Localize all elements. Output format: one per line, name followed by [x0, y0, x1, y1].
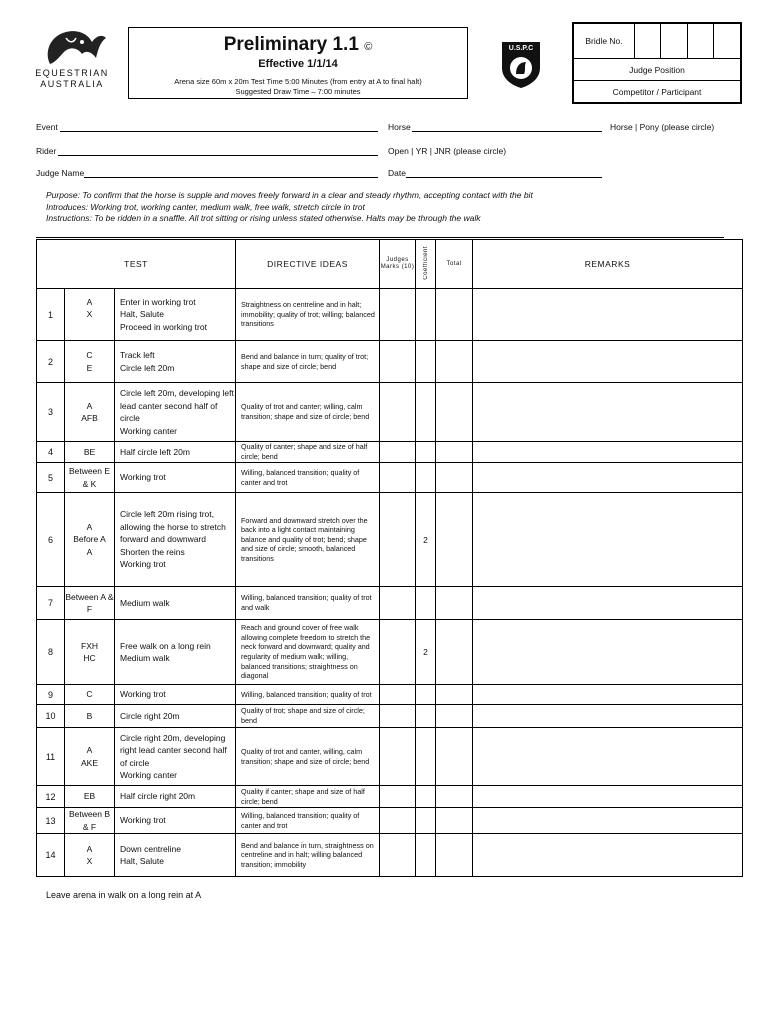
movement-row: [37, 728, 743, 786]
coefficient-cell: 2: [416, 620, 436, 685]
remarks-cell[interactable]: [473, 442, 743, 463]
marker-text: FXH: [81, 640, 98, 651]
arena-markers: [65, 685, 115, 705]
marker-text: A: [86, 296, 93, 307]
coefficient-cell: [416, 587, 436, 620]
directive-ideas: Quality of trot; shape and size of circle; bend: [236, 705, 380, 728]
movement-number: 3: [37, 383, 65, 442]
movement-description: [115, 808, 236, 834]
judge-position-label: Judge Position: [574, 59, 741, 81]
marker-text: C: [86, 689, 93, 700]
remarks-cell[interactable]: [473, 786, 743, 808]
marker-text: HC: [83, 653, 96, 663]
movement-text: Proceed in working trot: [120, 321, 207, 332]
movement-number: 8: [37, 620, 65, 685]
marker-text: BE: [83, 446, 96, 457]
movement-text: Working trot: [120, 472, 166, 483]
remarks-cell[interactable]: [473, 728, 743, 786]
movement-row: [37, 289, 743, 341]
remarks-cell[interactable]: [473, 463, 743, 493]
judges-marks-cell[interactable]: [380, 587, 416, 620]
movement-number: 5: [37, 463, 65, 493]
movement-description: [115, 493, 236, 587]
directive-ideas: Willing, balanced transition; quality of trot and walk: [236, 587, 380, 620]
movement-row: [37, 442, 743, 463]
movement-row: [37, 587, 743, 620]
movement-description: [115, 705, 236, 728]
movement-text: Enter in working trot: [120, 296, 196, 307]
judges-marks-cell[interactable]: [380, 383, 416, 442]
bridle-digit-box[interactable]: [687, 24, 713, 59]
movement-text: Free walk on a long rein: [120, 640, 211, 651]
marker-text: A: [86, 400, 93, 411]
movement-row: [37, 463, 743, 493]
directive-ideas: Bend and balance in turn; quality of trot; shape and size of circle; bend: [236, 341, 380, 383]
footer-instruction: Leave arena in walk on a long rein at A: [46, 890, 202, 900]
movement-text: Circle left 20m, developing left lead canter second half of circle: [120, 388, 234, 423]
marker-text: Between A & F: [65, 591, 114, 614]
marker-text: X: [86, 309, 93, 320]
title-box: [128, 27, 468, 99]
movement-row: [37, 493, 743, 587]
arena-markers: [65, 728, 115, 786]
coefficient-cell: [416, 341, 436, 383]
movement-text: Working trot: [120, 815, 166, 826]
movement-description: [115, 587, 236, 620]
movement-description: [115, 728, 236, 786]
bridle-digit-box[interactable]: [714, 24, 741, 59]
test-title: Preliminary 1.1 ©: [223, 34, 373, 55]
logo-text: EQUESTRIAN AUSTRALIA: [35, 68, 109, 89]
movement-text: Medium walk: [120, 653, 170, 663]
judges-marks-cell[interactable]: [380, 620, 416, 685]
arena-info: Arena size 60m x 20m Test Time 5:00 Minutes (from entry at A to final halt) Suggested Draw Time – 7:00 minutes: [174, 77, 422, 96]
movement-text: Medium walk: [120, 597, 170, 608]
directive-ideas: Willing, balanced transition; quality of canter and trot: [236, 463, 380, 493]
movement-description: [115, 685, 236, 705]
judges-marks-cell[interactable]: [380, 442, 416, 463]
table-header: [37, 240, 743, 289]
competitor-label: Competitor / Participant: [574, 81, 741, 103]
movement-description: [115, 463, 236, 493]
marker-text: C: [86, 350, 93, 360]
movement-text: Circle right 20m, developing right lead canter second half of circle: [120, 732, 227, 768]
total-cell[interactable]: [436, 289, 473, 341]
judges-marks-cell[interactable]: [380, 463, 416, 493]
marker-text: Between B & F: [68, 809, 111, 832]
marker-text: Between E & K: [68, 466, 111, 489]
marker-text: [65, 321, 114, 334]
badge-text: U.S.P.C: [508, 45, 534, 52]
marker-text: A: [86, 546, 93, 557]
marker-text: AFB: [81, 413, 98, 423]
bridle-label: Bridle No.: [574, 24, 635, 59]
category-label: Open | YR | JNR (please circle): [388, 146, 507, 156]
movement-description: [115, 341, 236, 383]
arena-markers: [65, 289, 115, 341]
effective-date: Effective 1/1/14: [258, 58, 338, 70]
remarks-cell[interactable]: [473, 493, 743, 587]
horse-label: Horse: [388, 122, 411, 132]
coefficient-cell: [416, 442, 436, 463]
total-cell[interactable]: [436, 493, 473, 587]
marker-text: A: [86, 521, 93, 532]
arena-markers: [65, 383, 115, 442]
movement-description: [115, 383, 236, 442]
judges-marks-cell[interactable]: [380, 728, 416, 786]
movement-description: [115, 289, 236, 341]
coefficient-cell: [416, 685, 436, 705]
arena-markers: [65, 341, 115, 383]
arena-markers: [65, 493, 115, 587]
directive-ideas: Willing, balanced transition; quality of trot: [236, 685, 380, 705]
movement-description: [115, 786, 236, 808]
movement-row: [37, 786, 743, 808]
horse-pony-label: Horse | Pony (please circle): [610, 122, 715, 132]
score-sheet-table: [36, 239, 743, 877]
total-cell[interactable]: [436, 834, 473, 877]
total-cell[interactable]: [436, 383, 473, 442]
movement-text: Track left: [120, 350, 155, 360]
movement-text: Down centreline: [120, 843, 181, 854]
arena-markers: [65, 808, 115, 834]
divider: [36, 237, 724, 238]
marker-text: E: [86, 362, 93, 373]
directive-ideas: Bend and balance in turn, straightness on centreline and in halt; willing balanced transition; immobility: [236, 834, 380, 877]
bridle-number-box: [572, 22, 742, 104]
remarks-cell[interactable]: [473, 587, 743, 620]
directive-ideas: Quality if canter; shape and size of half circle; bend: [236, 786, 380, 808]
arena-markers: [65, 442, 115, 463]
remarks-cell[interactable]: [473, 289, 743, 341]
movement-row: [37, 808, 743, 834]
coefficient-cell: [416, 728, 436, 786]
event-label: Event: [36, 122, 58, 132]
directive-ideas: Quality of trot and canter, willing, calm transition; shape and size of circle; bend: [236, 728, 380, 786]
arena-markers: [65, 620, 115, 685]
judges-marks-cell[interactable]: [380, 341, 416, 383]
movement-number: 12: [37, 786, 65, 808]
movement-description: [115, 620, 236, 685]
total-cell[interactable]: [436, 786, 473, 808]
arena-markers: [65, 587, 115, 620]
movement-row: [37, 620, 743, 685]
marker-text: A: [86, 745, 93, 755]
marker-text: X: [86, 856, 93, 866]
movement-description: [115, 442, 236, 463]
marker-text: EB: [83, 791, 96, 802]
horse-line[interactable]: [412, 131, 602, 132]
judges-marks-cell[interactable]: [380, 808, 416, 834]
marker-text: Before A: [73, 534, 106, 545]
movement-text: Circle left 20m rising trot, allowing the horse to stretch forward and downward: [120, 509, 226, 545]
judges-marks-header: Judges Marks (10): [380, 240, 416, 289]
movement-text: Shorten the reins: [120, 546, 185, 557]
rider-label: Rider: [36, 146, 57, 156]
judges-marks-cell[interactable]: [380, 289, 416, 341]
movement-number: 10: [37, 705, 65, 728]
directive-header: DIRECTIVE IDEAS: [236, 240, 380, 289]
bridle-digit-box[interactable]: [661, 24, 687, 59]
directive-ideas: Forward and downward stretch over the back into a light contact maintaining balance and quality of trot; bend; shape and size of circle; smooth, balanced transitions: [236, 493, 380, 587]
remarks-cell[interactable]: [473, 705, 743, 728]
directive-ideas: Quality of canter; shape and size of half circle; bend: [236, 442, 380, 463]
judges-marks-cell[interactable]: [380, 705, 416, 728]
movement-row: [37, 383, 743, 442]
coefficient-cell: 2: [416, 493, 436, 587]
movement-text: Working canter: [120, 425, 178, 436]
arena-markers: [65, 463, 115, 493]
remarks-cell[interactable]: [473, 341, 743, 383]
movement-text: Circle left 20m: [120, 362, 175, 373]
movement-row: [37, 685, 743, 705]
total-cell[interactable]: [436, 442, 473, 463]
rider-line[interactable]: [58, 155, 378, 156]
marker-text: AKE: [80, 757, 98, 768]
total-header: Total: [436, 240, 473, 289]
total-cell[interactable]: [436, 587, 473, 620]
movement-number: 11: [37, 728, 65, 786]
movement-number: 4: [37, 442, 65, 463]
coefficient-header: Coefficient: [416, 240, 436, 289]
movement-text: Half circle right 20m: [120, 791, 196, 802]
movement-text: Working canter: [120, 770, 178, 780]
coefficient-cell: [416, 463, 436, 493]
coefficient-cell: [416, 834, 436, 877]
movement-number: 2: [37, 341, 65, 383]
total-cell[interactable]: [436, 463, 473, 493]
total-cell[interactable]: [436, 808, 473, 834]
movement-text: Circle right 20m: [120, 710, 180, 721]
test-header: TEST: [37, 240, 236, 289]
directive-ideas: Reach and ground cover of free walk allowing complete freedom to stretch the neck forward and downward; quality and regularity of medium walk; willing, balanced transitions; straightness on diagonal: [236, 620, 380, 685]
judge-name-line[interactable]: [84, 177, 378, 178]
judges-marks-cell[interactable]: [380, 786, 416, 808]
judges-marks-cell[interactable]: [380, 685, 416, 705]
total-cell[interactable]: [436, 685, 473, 705]
movement-number: 9: [37, 685, 65, 705]
test-purpose: Purpose: To confirm that the horse is supple and moves freely forward in a clear and steady rhythm, accepting contact with the bit Introduces: Working trot, working canter, medium walk, free walk, stretch circle in trot Instructions: To be ridden in a snaffle. All trot sitting or rising unless stated otherwise. Halts may be through the walk: [46, 190, 533, 223]
movement-number: 7: [37, 587, 65, 620]
total-cell[interactable]: [436, 620, 473, 685]
judges-marks-cell[interactable]: [380, 493, 416, 587]
remarks-cell[interactable]: [473, 620, 743, 685]
movement-number: 6: [37, 493, 65, 587]
judges-marks-cell[interactable]: [380, 834, 416, 877]
remarks-cell[interactable]: [473, 808, 743, 834]
movement-description: [115, 834, 236, 877]
movement-text: Working trot: [120, 559, 166, 570]
arena-markers: [65, 705, 115, 728]
movement-text: Working trot: [120, 689, 166, 700]
coefficient-cell: [416, 289, 436, 341]
pony-club-badge: [498, 38, 544, 90]
movement-row: [37, 705, 743, 728]
total-cell[interactable]: [436, 728, 473, 786]
judge-name-label: Judge Name: [36, 168, 85, 178]
coefficient-cell: [416, 705, 436, 728]
coefficient-cell: [416, 786, 436, 808]
movement-text: Half circle left 20m: [120, 446, 190, 457]
total-cell[interactable]: [436, 341, 473, 383]
directive-ideas: Quality of trot and canter; willing, calm transition; shape and size of circle; bend: [236, 383, 380, 442]
event-line[interactable]: [60, 131, 378, 132]
movement-row: [37, 834, 743, 877]
movement-text: Halt, Salute: [120, 856, 164, 866]
directive-ideas: Willing, balanced transition; quality of canter and trot: [236, 808, 380, 834]
arena-markers: [65, 786, 115, 808]
directive-ideas: Straightness on centreline and in halt; immobility; quality of trot; willing; balanced transitions: [236, 289, 380, 341]
total-cell[interactable]: [436, 705, 473, 728]
movement-number: 13: [37, 808, 65, 834]
movement-text: Halt, Salute: [120, 309, 164, 320]
marker-text: B: [86, 710, 93, 721]
coefficient-cell: [416, 383, 436, 442]
bridle-digit-box[interactable]: [635, 24, 661, 59]
movement-row: [37, 341, 743, 383]
movement-number: 14: [37, 834, 65, 877]
date-label: Date: [388, 168, 406, 178]
remarks-cell[interactable]: [473, 834, 743, 877]
remarks-header: REMARKS: [473, 240, 743, 289]
coefficient-cell: [416, 808, 436, 834]
movement-number: 1: [37, 289, 65, 341]
arena-markers: [65, 834, 115, 877]
marker-text: A: [86, 843, 93, 854]
date-line[interactable]: [406, 177, 602, 178]
remarks-cell[interactable]: [473, 685, 743, 705]
remarks-cell[interactable]: [473, 383, 743, 442]
